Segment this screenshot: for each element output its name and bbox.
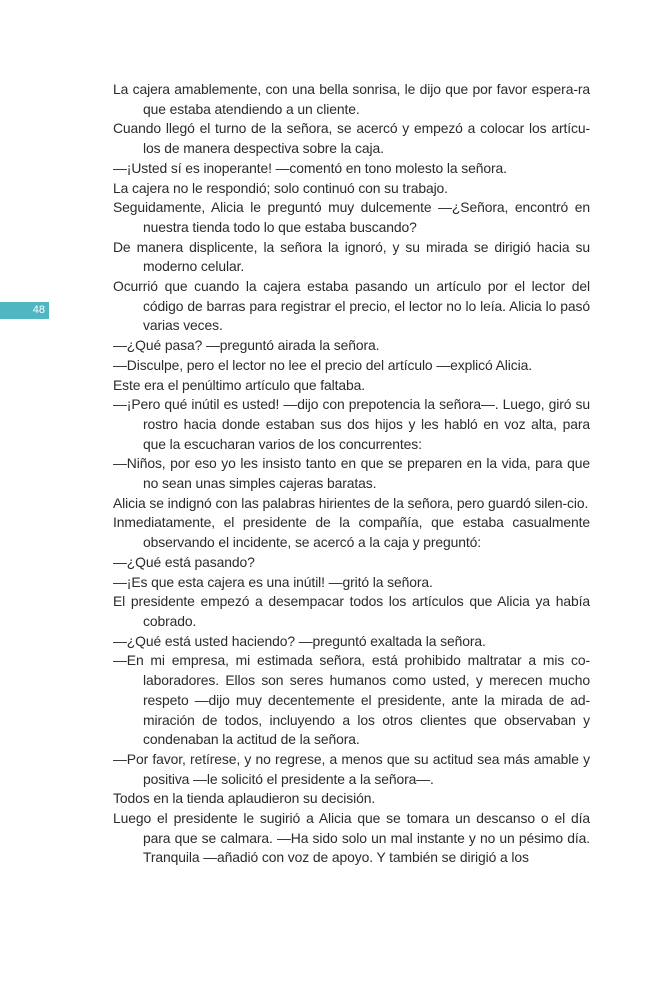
paragraph: Todos en la tienda aplaudieron su decisión. (113, 790, 376, 807)
paragraph: —¡Usted sí es inoperante! —comentó en tono molesto la señora. (113, 159, 507, 176)
paragraph: —¿Qué pasa? —preguntó airada la señora. (113, 337, 380, 354)
paragraph: —Por favor, retírese, y no regrese, a menos que su actitud sea más amable y positiva —le solicitó el presidente a la señora—. (113, 750, 590, 787)
page-number-tab (0, 302, 49, 319)
paragraph: Este era el penúltimo artículo que faltaba. (113, 376, 366, 393)
paragraph: Inmediatamente, el presidente de la compañía, que estaba casualmente observando el incidente, se acercó a la caja y preguntó: (113, 514, 590, 551)
paragraph: —¡Es que esta cajera es una inútil! —gritó la señora. (113, 573, 433, 590)
paragraph: Cuando llegó el turno de la señora, se acercó y empezó a colocar los artícu-los de manera despectiva sobre la caja. (113, 120, 590, 157)
paragraph: —¡Pero qué inútil es usted! —dijo con prepotencia la señora—. Luego, giró su rostro hacia donde estaban sus dos hijos y les habló en voz alta, para que la escucharan varios de los concurrentes: (113, 396, 590, 452)
paragraph: Alicia se indignó con las palabras hirientes de la señora, pero guardó silen-cio. (113, 494, 589, 511)
paragraph: —En mi empresa, mi estimada señora, está prohibido maltratar a mis co-laboradores. Ellos son seres humanos como usted, y merecen mucho respeto —dijo muy decentemente el presidente, ante la mirada de ad-miración de todos, incluyendo a los otros clientes que observaban y condenaban la actitud de la señora. (113, 652, 590, 748)
paragraph: La cajera no le respondió; solo continuó con su trabajo. (113, 179, 448, 196)
paragraph: —Disculpe, pero el lector no lee el precio del artículo —explicó Alicia. (113, 356, 532, 373)
paragraph: Seguidamente, Alicia le preguntó muy dulcemente —¿Señora, encontró en nuestra tienda todo lo que estaba buscando? (113, 199, 590, 235)
paragraph: Ocurrió que cuando la cajera estaba pasando un artículo por el lector del código de barras para registrar el precio, el lector no lo leía. Alicia lo pasó varias veces. (113, 278, 590, 334)
paragraph: El presidente empezó a desempacar todos los artículos que Alicia ya había cobrado. (113, 593, 590, 629)
story-body (113, 80, 590, 868)
paragraph: De manera displicente, la señora la ignoró, y su mirada se dirigió hacia su moderno celular. (113, 238, 590, 275)
paragraph: La cajera amablemente, con una bella sonrisa, le dijo que por favor espera-ra que estaba atendiendo a un cliente. (113, 81, 590, 117)
page-number: 48 (32, 304, 45, 316)
paragraph: —Niños, por eso yo les insisto tanto en que se preparen en la vida, para que no sean unas simples cajeras baratas. (113, 455, 590, 492)
paragraph: Luego el presidente le sugirió a Alicia que se tomara un descanso o el día para que se calmara. —Ha sido solo un mal instante y no un pésimo día. Tranquila —añadió con voz de apoyo. Y también se dirigió a los (113, 810, 590, 866)
paragraph: —¿Qué está usted haciendo? —preguntó exaltada la señora. (113, 632, 486, 649)
paragraph: —¿Qué está pasando? (113, 553, 255, 570)
